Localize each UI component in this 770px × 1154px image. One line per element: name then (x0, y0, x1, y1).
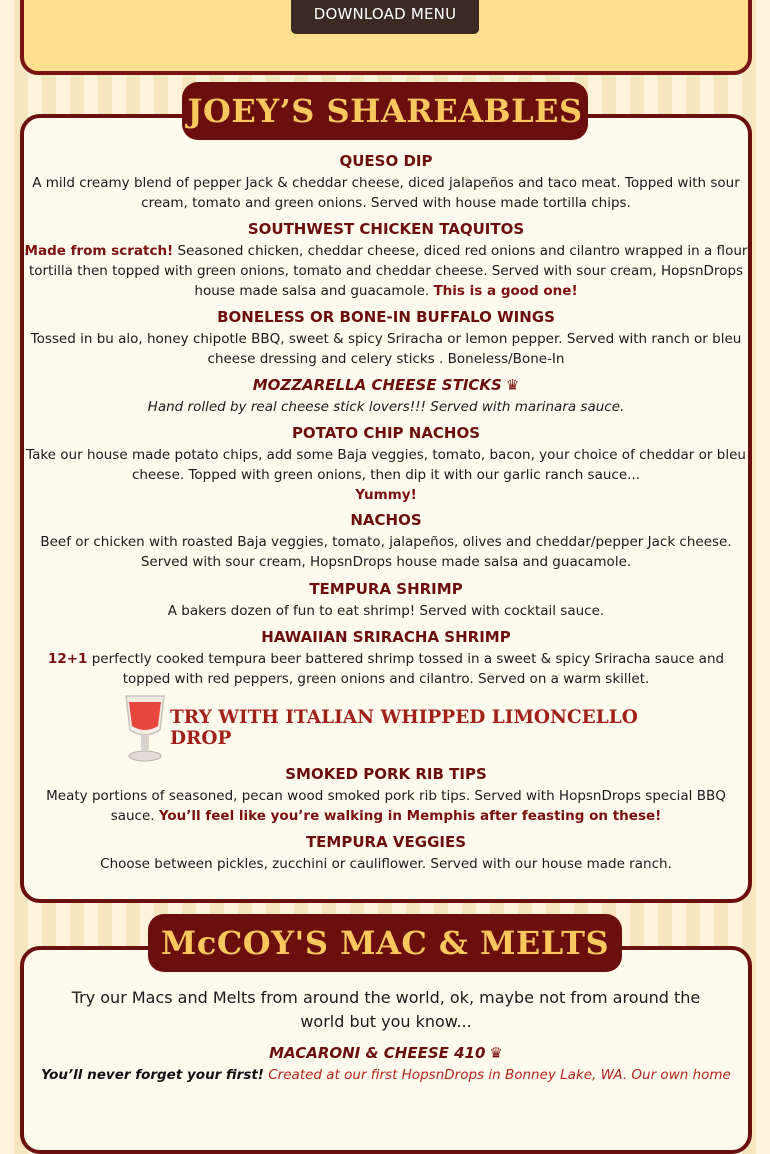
item-desc: A mild creamy blend of pepper Jack & cheddar cheese, diced jalapeños and taco meat. Topped with sour cream, tomato and green onions. Served with house made tortilla chips. (32, 175, 740, 211)
menu-item-mac-cheese (24, 1043, 748, 1085)
menu-item-nachos (24, 510, 748, 572)
item-desc (24, 649, 748, 689)
menu-item-taquitos (24, 219, 748, 301)
menu-item-potato-chip-nachos (24, 423, 748, 505)
item-desc-text: Created at our first HopsnDrops in Bonney Lake, WA. Our own home (263, 1067, 731, 1083)
item-name: NACHOS (350, 511, 422, 529)
crown-icon: ♛ (505, 376, 520, 394)
menu-item-wings (24, 307, 748, 369)
crown-icon: ♛ (489, 1044, 503, 1062)
shareables-title: JOEY’S SHAREABLES (182, 82, 588, 140)
menu-item-tempura-veggies (24, 832, 748, 874)
download-menu-button[interactable]: DOWNLOAD MENU (291, 0, 479, 34)
mac-intro-text: Try our Macs and Melts from around the world, ok, maybe not from around the world but you know... (71, 988, 701, 1031)
cocktail-glass-icon (120, 692, 170, 764)
item-desc: Beef or chicken with roasted Baja veggies, tomato, jalapeños, olives and cheddar/pepper Jack cheese. Served with sour cream, HopsnDrops house made salsa and guacamole. (40, 534, 732, 570)
item-tail: This is a good one! (433, 283, 578, 299)
item-desc (24, 445, 748, 505)
item-name: QUESO DIP (339, 152, 433, 170)
item-desc (24, 786, 748, 826)
item-name: MACARONI & CHEESE 410 (269, 1044, 486, 1062)
mac-intro (24, 984, 748, 1034)
item-name: POTATO CHIP NACHOS (291, 424, 481, 442)
mac-title: McCOY'S MAC & MELTS (148, 914, 622, 972)
item-lead: Made from scratch! (24, 243, 174, 259)
menu-item-hawaiian-shrimp (24, 627, 748, 689)
item-lead: You’ll never forget your first! (41, 1067, 264, 1083)
menu-item-mozzarella (24, 375, 748, 417)
menu-item-queso-dip (24, 151, 748, 213)
item-name: BONELESS OR BONE-IN BUFFALO WINGS (217, 308, 555, 326)
item-tail: Yummy! (355, 487, 417, 503)
drink-promo-text: TRY WITH ITALIAN WHIPPED LIMONCELLO DROP (170, 707, 638, 749)
item-desc-text: Seasoned chicken, cheddar cheese, diced red onions and cilantro wrapped in a flour tortilla then topped with green onions, tomato and cheddar cheese. Served with sour cream, HopsnDrops house made salsa and guacamole. (28, 243, 748, 299)
item-desc (24, 241, 748, 301)
item-name-wrap (24, 375, 748, 395)
item-name: HAWAIIAN SRIRACHA SHRIMP (261, 628, 511, 646)
item-name: SOUTHWEST CHICKEN TAQUITOS (247, 220, 525, 238)
menu-item-rib-tips (24, 764, 748, 826)
item-desc-text: Meaty portions of seasoned, pecan wood smoked pork rib tips. Served with HopsnDrops special BBQ sauce. (46, 788, 726, 824)
item-lead: 12+1 (47, 651, 88, 667)
item-desc: A bakers dozen of fun to eat shrimp! Served with cocktail sauce. (167, 603, 605, 619)
item-desc-text: Take our house made potato chips, add some Baja veggies, tomato, bacon, your choice of cheddar or bleu cheese. Topped with green onions, then dip it with our garlic ranch sauce... (26, 447, 746, 483)
item-desc: Tossed in bu alo, honey chipotle BBQ, sweet & spicy Sriracha or lemon pepper. Served with ranch or bleu cheese dressing and celery sticks . Boneless/Bone-In (30, 331, 742, 367)
item-name: TEMPURA VEGGIES (305, 833, 467, 851)
item-name: SMOKED PORK RIB TIPS (285, 765, 487, 783)
drink-promo[interactable] (120, 692, 650, 764)
item-desc (24, 1065, 748, 1085)
item-desc-text: perfectly cooked tempura beer battered shrimp tossed in a sweet & spicy Sriracha sauce and topped with red peppers, green onions and cilantro. Served on a warm skillet. (87, 651, 725, 687)
menu-item-tempura-shrimp (24, 579, 748, 621)
item-desc: Hand rolled by real cheese stick lovers!!! Served with marinara sauce. (147, 399, 625, 415)
item-name: TEMPURA SHRIMP (309, 580, 463, 598)
item-name: MOZZARELLA CHEESE STICKS (252, 376, 502, 394)
item-name-wrap (24, 1043, 748, 1063)
item-tail: You’ll feel like you’re walking in Memphis after feasting on these! (158, 808, 662, 824)
item-desc: Choose between pickles, zucchini or cauliflower. Served with our house made ranch. (100, 856, 672, 872)
